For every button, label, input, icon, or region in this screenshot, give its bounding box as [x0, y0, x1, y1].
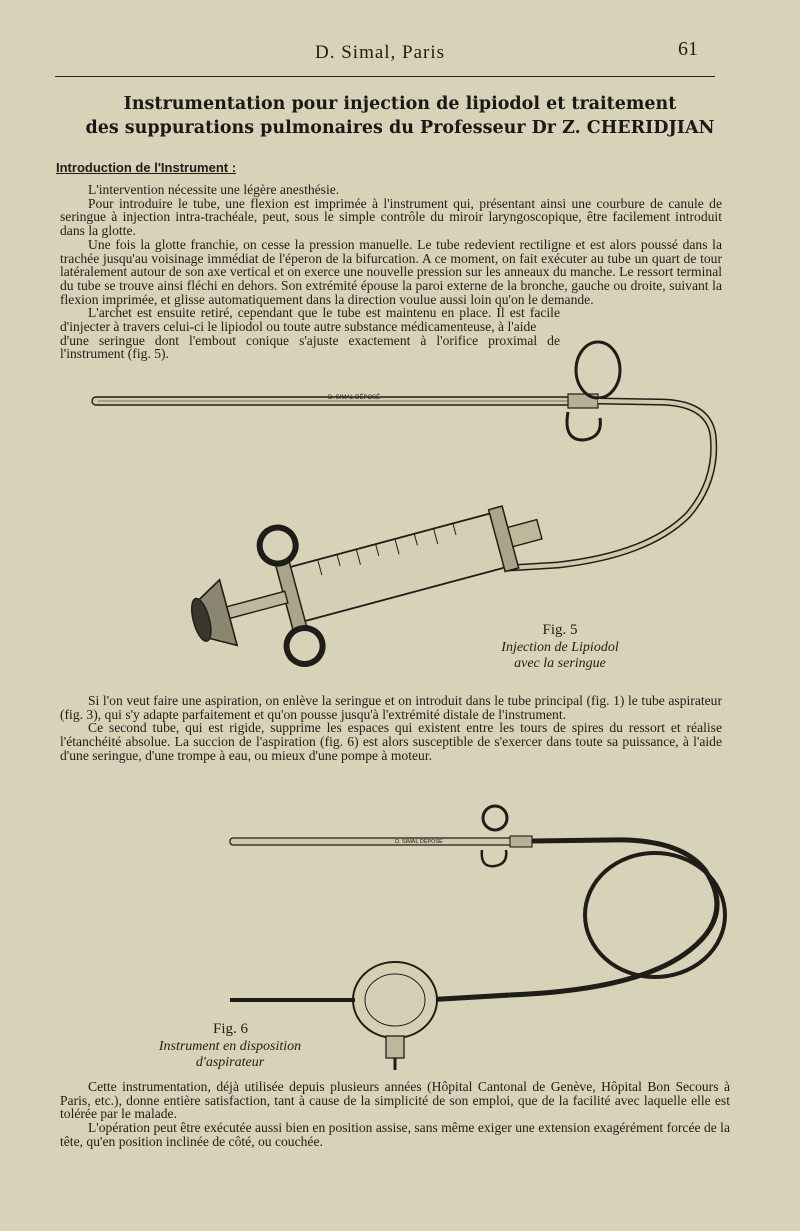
figure-5-illustration	[88, 340, 728, 670]
caption-line: Injection de Lipiodol	[501, 640, 619, 655]
intro-paragraphs	[60, 183, 722, 361]
paragraph: Pour introduire le tube, une flexion est imprimée à l'instrument qui, présentant ainsi une courbure de canule de seringue à injection intra-trachéale, peut, sous le simple contrôle du miroir laryngoscopique, être facilement introduit dans la glotte.	[60, 195, 722, 239]
paragraph: L'opération peut être exécutée aussi bien en position assise, sans même exiger une extension exagérément forcée de la tête, qu'en position inclinée de côté, ou couchée.	[60, 1120, 730, 1149]
caption-line: Instrument en disposition	[158, 1039, 302, 1054]
title-line-2: des suppurations pulmonaires du Professeur Dr Z. CHERIDJIAN	[85, 118, 715, 138]
aspiration-paragraphs	[60, 694, 722, 763]
page-header	[60, 40, 720, 70]
paragraph: L'intervention nécessite une légère anesthésie.	[88, 182, 340, 197]
figure-label: Fig. 6	[213, 1021, 249, 1037]
running-head: D. Simal, Paris	[315, 42, 446, 63]
paragraph: d'une seringue dont l'embout conique s'ajuste exactement à l'orifice proximal de l'instrument (fig. 5).	[60, 332, 560, 362]
section-heading: Introduction de l'Instrument :	[56, 160, 237, 175]
paragraph: Si l'on veut faire une aspiration, on enlève la seringue et on introduit dans le tube principal (fig. 1) le tube aspirateur (fig. 3), qui s'y adapte parfaitement et qu'on pousse jusqu'à l'extrémité distale de l'instrument.	[60, 693, 722, 722]
engraving-text: D. SIMAL DÉPOSÉ	[328, 395, 381, 401]
paragraph: Une fois la glotte franchie, on cesse la pression manuelle. Le tube redevient rectiligne et est alors poussé dans la trachée jusqu'au voisinage immédiat de l'éperon de la bifurcation. A ce moment, on fait exécuter au tube un quart de tour latéralement autour de son axe vertical et on exerce une nouvelle pression sur les anneaux du manche. Le ressort terminal du tube se trouve ainsi fléchi en dehors. Son extrémité épouse la paroi externe de la bronche, gauche ou droite, suivant la flexion imprimée, et glisse automatiquement dans la direction voulue aussi loin qu'on le demande.	[60, 236, 722, 307]
conclusion-paragraphs	[60, 1080, 730, 1149]
figure-5-caption	[480, 622, 640, 672]
caption-line: d'aspirateur	[195, 1055, 265, 1070]
article-title	[70, 92, 730, 140]
figure-label: Fig. 5	[542, 622, 578, 638]
paragraph: Ce second tube, qui est rigide, supprime les espaces qui existent entre les tours de spires du ressort et réalise l'étanchéité absolue. La succion de l'aspiration (fig. 6) est alors susceptible de s'exercer dans toute sa puissance, à l'aide d'une seringue, d'une trompe à eau, ou mieux d'une pompe à moteur.	[60, 720, 722, 763]
caption-line: avec la seringue	[514, 656, 606, 671]
page-number: 61	[678, 38, 698, 60]
paragraph: L'archet est ensuite retiré, cependant que le tube est maintenu en place. Il est facile d'injecter à travers celui-ci le lipiodol ou toute autre substance médicamenteuse, à l'aide	[60, 305, 560, 335]
figure-6-caption	[130, 1021, 330, 1071]
engraving-text: D. SIMAL DÉPOSÉ	[395, 839, 443, 845]
header-rule	[55, 76, 715, 77]
title-line-1: Instrumentation pour injection de lipiodol et traitement	[123, 94, 677, 114]
paragraph: Cette instrumentation, déjà utilisée depuis plusieurs années (Hôpital Cantonal de Genève, Hôpital Bon Secours à Paris, etc.), donne entière satisfaction, tant à cause de la simplicité de son emploi, que de la facilité avec laquelle elle est tolérée par le malade.	[60, 1079, 730, 1122]
